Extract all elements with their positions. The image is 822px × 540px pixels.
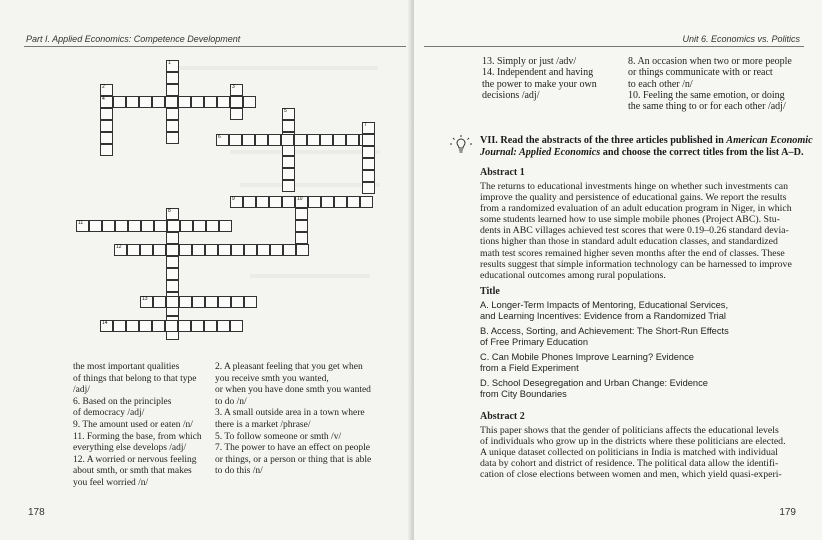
crossword-cell[interactable] (217, 320, 230, 332)
text-line: everything else develops /adj/ (73, 443, 187, 454)
title-option-d (480, 378, 800, 401)
crossword-cell[interactable] (166, 256, 179, 268)
text-line: educational outcomes among rural populations. (480, 269, 666, 281)
crossword-cell[interactable] (100, 108, 113, 120)
crossword-cell[interactable] (333, 134, 346, 146)
text-line: /adj/ (73, 385, 90, 396)
clues-column-left (73, 362, 213, 490)
crossword-cell[interactable] (205, 244, 218, 256)
crossword-cell[interactable] (166, 120, 179, 132)
crossword-cell[interactable] (244, 244, 257, 256)
text-line: 6. Based on the principles (73, 396, 172, 407)
text-line: or when you have done smth you wanted (215, 385, 371, 396)
crossword-cell[interactable] (127, 244, 140, 256)
clue-number: 1 (168, 60, 171, 66)
clue-number: 12 (116, 244, 122, 250)
crossword-cell[interactable] (89, 220, 102, 232)
crossword-cell[interactable] (191, 96, 204, 108)
task-instruction (480, 135, 813, 159)
crossword-cell[interactable] (192, 244, 205, 256)
crossword-cell[interactable] (230, 108, 243, 120)
text-line: results suggest that simple information technology can be harnessed to improve (480, 258, 792, 270)
crossword-cell[interactable] (231, 244, 244, 256)
crossword-cell[interactable] (244, 296, 257, 308)
crossword-cell[interactable] (282, 156, 295, 168)
crossword-cell[interactable] (294, 134, 307, 146)
crossword-grid (0, 0, 412, 360)
crossword-cell[interactable] (166, 232, 179, 244)
crossword-cell[interactable] (360, 196, 373, 208)
clue-number: 3 (232, 84, 235, 90)
right-running-head: Unit 6. Economics vs. Politics (682, 34, 800, 44)
crossword-cell[interactable] (362, 158, 375, 170)
crossword-cell[interactable] (140, 244, 153, 256)
text-line: to each other /n/ (628, 78, 693, 90)
crossword-cell[interactable] (113, 96, 126, 108)
crossword-cell[interactable] (296, 244, 309, 256)
crossword-cell[interactable] (218, 244, 231, 256)
text-line: or things, or a person or thing that is able (215, 454, 372, 465)
text-line: to do this /n/ (215, 466, 263, 477)
text-line: tions higher than those in standard adult education classes, and standardized (480, 236, 778, 248)
crossword-cell[interactable] (205, 296, 218, 308)
text-line: the same thing to or for each other /adj/ (628, 101, 786, 113)
title-option-b (480, 326, 800, 349)
clue-number: 4 (102, 96, 105, 102)
task-text: VII. Read the abstracts of the three articles published in (480, 135, 727, 146)
title-option-c (480, 352, 800, 375)
crossword-cell[interactable] (362, 146, 375, 158)
page-number-left: 178 (28, 507, 45, 518)
crossword-cell[interactable] (230, 96, 243, 108)
text-line: This paper shows that the gender of politicians affects the educational levels (480, 425, 779, 436)
crossword-cell[interactable] (167, 220, 180, 232)
clue-number: 14 (102, 320, 108, 326)
crossword-cell[interactable] (166, 244, 179, 256)
crossword-cell[interactable] (243, 96, 256, 108)
clue-number: 11 (78, 220, 84, 226)
crossword-cell[interactable] (320, 134, 333, 146)
text-line: cation of close elections between women and men, which yield quasi-experi- (480, 469, 782, 481)
crossword-cell[interactable] (141, 220, 154, 232)
title-option-a (480, 300, 800, 323)
crossword-cell[interactable] (166, 268, 179, 280)
crossword-cell[interactable] (362, 182, 375, 194)
crossword-cell[interactable] (295, 220, 308, 232)
crossword-cell[interactable] (152, 320, 165, 332)
text-line: improve the quality and persistence of educational gains. We report the results (480, 192, 787, 204)
text-line: A unique dataset collected on politicians in India is matched with individual (480, 447, 778, 459)
text-line: of individuals who grow up in the districts where these politicians are elected. (480, 436, 786, 448)
crossword-cell[interactable] (179, 296, 192, 308)
text-line: you receive smth you wanted, (215, 373, 329, 384)
crossword-cell[interactable] (192, 296, 205, 308)
crossword-cell[interactable] (166, 108, 179, 120)
title-heading: Title (480, 286, 500, 297)
clue-number: 9 (232, 196, 235, 202)
text-line: 3. A small outside area in a town where (215, 408, 365, 419)
crossword-cell[interactable] (206, 220, 219, 232)
crossword-cell[interactable] (100, 144, 113, 156)
crossword-cell[interactable] (362, 170, 375, 182)
text-line: to do /n/ (215, 396, 247, 407)
crossword-cell[interactable] (217, 96, 230, 108)
abstract-2-body (480, 425, 810, 480)
text-line: there is a market /phrase/ (215, 419, 311, 430)
crossword-cell[interactable] (257, 244, 270, 256)
crossword-cell[interactable] (270, 244, 283, 256)
text-line: from a randomized evaluation of an adult education program in Niger, in which (480, 203, 792, 215)
crossword-cell[interactable] (230, 320, 243, 332)
text-line: C. Can Mobile Phones Improve Learning? Evidence (480, 352, 694, 362)
left-running-head: Part I. Applied Economics: Competence Development (26, 34, 241, 44)
crossword-cell[interactable] (229, 134, 242, 146)
text-line: or things communicate with or react (628, 67, 773, 79)
text-line: 8. An occasion when two or more people (628, 56, 792, 67)
text-line: the most important qualities (73, 362, 180, 372)
text-line: 13. Simply or just /adv/ (482, 56, 577, 67)
task-text: and choose the correct titles from the list A–D. (600, 147, 804, 158)
clue-number: 6 (218, 134, 221, 140)
abstract-1-heading: Abstract 1 (480, 167, 525, 178)
text-line: 14. Independent and having (482, 67, 594, 79)
crossword-cell[interactable] (128, 220, 141, 232)
text-line: of Free Primary Education (480, 337, 588, 348)
lightbulb-icon (448, 134, 474, 158)
header-rule (424, 46, 804, 47)
journal-name: American Economic (726, 135, 813, 146)
crossword-cell[interactable] (166, 84, 179, 96)
crossword-cell[interactable] (178, 96, 191, 108)
text-line: 2. A pleasant feeling that you get when (215, 362, 363, 372)
crossword-cell[interactable] (269, 196, 282, 208)
clue-number: 7 (364, 122, 367, 128)
text-line: from City Boundaries (480, 389, 567, 400)
journal-name: Journal: Applied Economics (480, 147, 601, 158)
text-line: The returns to educational investments hinge on whether such investments can (480, 181, 788, 192)
crossword-cell[interactable] (347, 196, 360, 208)
crossword-cell[interactable] (102, 220, 115, 232)
crossword-cell[interactable] (242, 134, 255, 146)
crossword-cell[interactable] (191, 320, 204, 332)
crossword-cell[interactable] (139, 320, 152, 332)
crossword-cell[interactable] (126, 320, 139, 332)
crossword-cell[interactable] (100, 132, 113, 144)
text-line: from a Field Experiment (480, 363, 579, 374)
crossword-cell[interactable] (268, 134, 281, 146)
crossword-cell[interactable] (126, 96, 139, 108)
crossword-cell[interactable] (219, 220, 232, 232)
crossword-cell[interactable] (154, 220, 167, 232)
crossword-cell[interactable] (256, 196, 269, 208)
text-line: 12. A worried or nervous feeling (73, 454, 197, 465)
crossword-cell[interactable] (139, 96, 152, 108)
crossword-cell[interactable] (362, 134, 375, 146)
crossword-cell[interactable] (115, 220, 128, 232)
text-line: dents in ABC villages achieved test scores that were 0.19–0.26 standard devia- (480, 225, 789, 237)
crossword-cell[interactable] (308, 196, 321, 208)
right-page (414, 0, 822, 540)
page-number-right: 179 (779, 507, 796, 518)
crossword-cell[interactable] (113, 320, 126, 332)
crossword-cell[interactable] (152, 96, 165, 108)
clues-continued-left (482, 56, 622, 101)
crossword-cell[interactable] (165, 320, 178, 332)
crossword-cell[interactable] (166, 72, 179, 84)
crossword-cell[interactable] (165, 96, 178, 108)
crossword-cell[interactable] (255, 134, 268, 146)
abstract-2-heading: Abstract 2 (480, 411, 525, 422)
text-line: of things that belong to that type (73, 373, 197, 384)
clue-number: 5 (284, 108, 287, 114)
crossword-cell[interactable] (243, 196, 256, 208)
text-line: and Learning Incentives: Evidence from a Randomized Trial (480, 311, 726, 322)
text-line: math test scores remained higher seven months after the end of classes. These (480, 247, 785, 259)
crossword-cell[interactable] (295, 232, 308, 244)
crossword-cell[interactable] (334, 196, 347, 208)
crossword-cell[interactable] (153, 296, 166, 308)
text-line: decisions /adj/ (482, 89, 540, 101)
text-line: about smth, or smth that makes (73, 466, 192, 477)
crossword-cell[interactable] (281, 134, 294, 146)
clue-number: 8 (168, 208, 171, 214)
text-line: data by cohort and district of residence. The political data allow the identifi- (480, 458, 779, 470)
crossword-cell[interactable] (283, 244, 296, 256)
text-line: the power to make your own (482, 78, 597, 90)
text-line: 11. Forming the base, from which (73, 431, 202, 442)
crossword-cell[interactable] (295, 208, 308, 220)
crossword-cell[interactable] (282, 120, 295, 132)
clues-column-right (215, 362, 385, 478)
text-line: B. Access, Sorting, and Achievement: The Short-Run Effects (480, 326, 729, 336)
crossword-cell[interactable] (218, 296, 231, 308)
text-line: you feel worried /n/ (73, 477, 149, 488)
crossword-cell[interactable] (204, 96, 217, 108)
crossword-cell[interactable] (179, 244, 192, 256)
text-line: A. Longer-Term Impacts of Mentoring, Educational Services, (480, 300, 729, 310)
text-line: 9. The amount used or eaten /n/ (73, 419, 193, 430)
clue-number: 2 (102, 84, 105, 90)
crossword-cell[interactable] (231, 296, 244, 308)
text-line: of democracy /adj/ (73, 408, 145, 419)
crossword-cell[interactable] (100, 120, 113, 132)
crossword-cell[interactable] (282, 168, 295, 180)
crossword-cell[interactable] (166, 280, 179, 292)
text-line: 10. Feeling the same emotion, or doing (628, 89, 785, 101)
crossword-cell[interactable] (321, 196, 334, 208)
clue-number: 10 (297, 196, 303, 202)
text-line: some students learned how to use simple mobile phones (Project ABC). Stu- (480, 214, 780, 226)
crossword-cell[interactable] (346, 134, 359, 146)
crossword-cell[interactable] (193, 220, 206, 232)
text-line: 7. The power to have an effect on people (215, 443, 371, 454)
text-line: 5. To follow someone or smth /v/ (215, 431, 342, 442)
crossword-cell[interactable] (282, 180, 295, 192)
clue-number: 13 (142, 296, 148, 302)
clues-continued-right (628, 56, 808, 112)
crossword-cell[interactable] (307, 134, 320, 146)
crossword-cell[interactable] (153, 244, 166, 256)
text-line: D. School Desegregation and Urban Change: Evidence (480, 378, 708, 388)
crossword-cell[interactable] (166, 132, 179, 144)
crossword-cell[interactable] (180, 220, 193, 232)
crossword-cell[interactable] (282, 196, 295, 208)
abstract-1-body (480, 181, 810, 281)
crossword-cell[interactable] (178, 320, 191, 332)
crossword-cell[interactable] (166, 296, 179, 308)
crossword-cell[interactable] (204, 320, 217, 332)
